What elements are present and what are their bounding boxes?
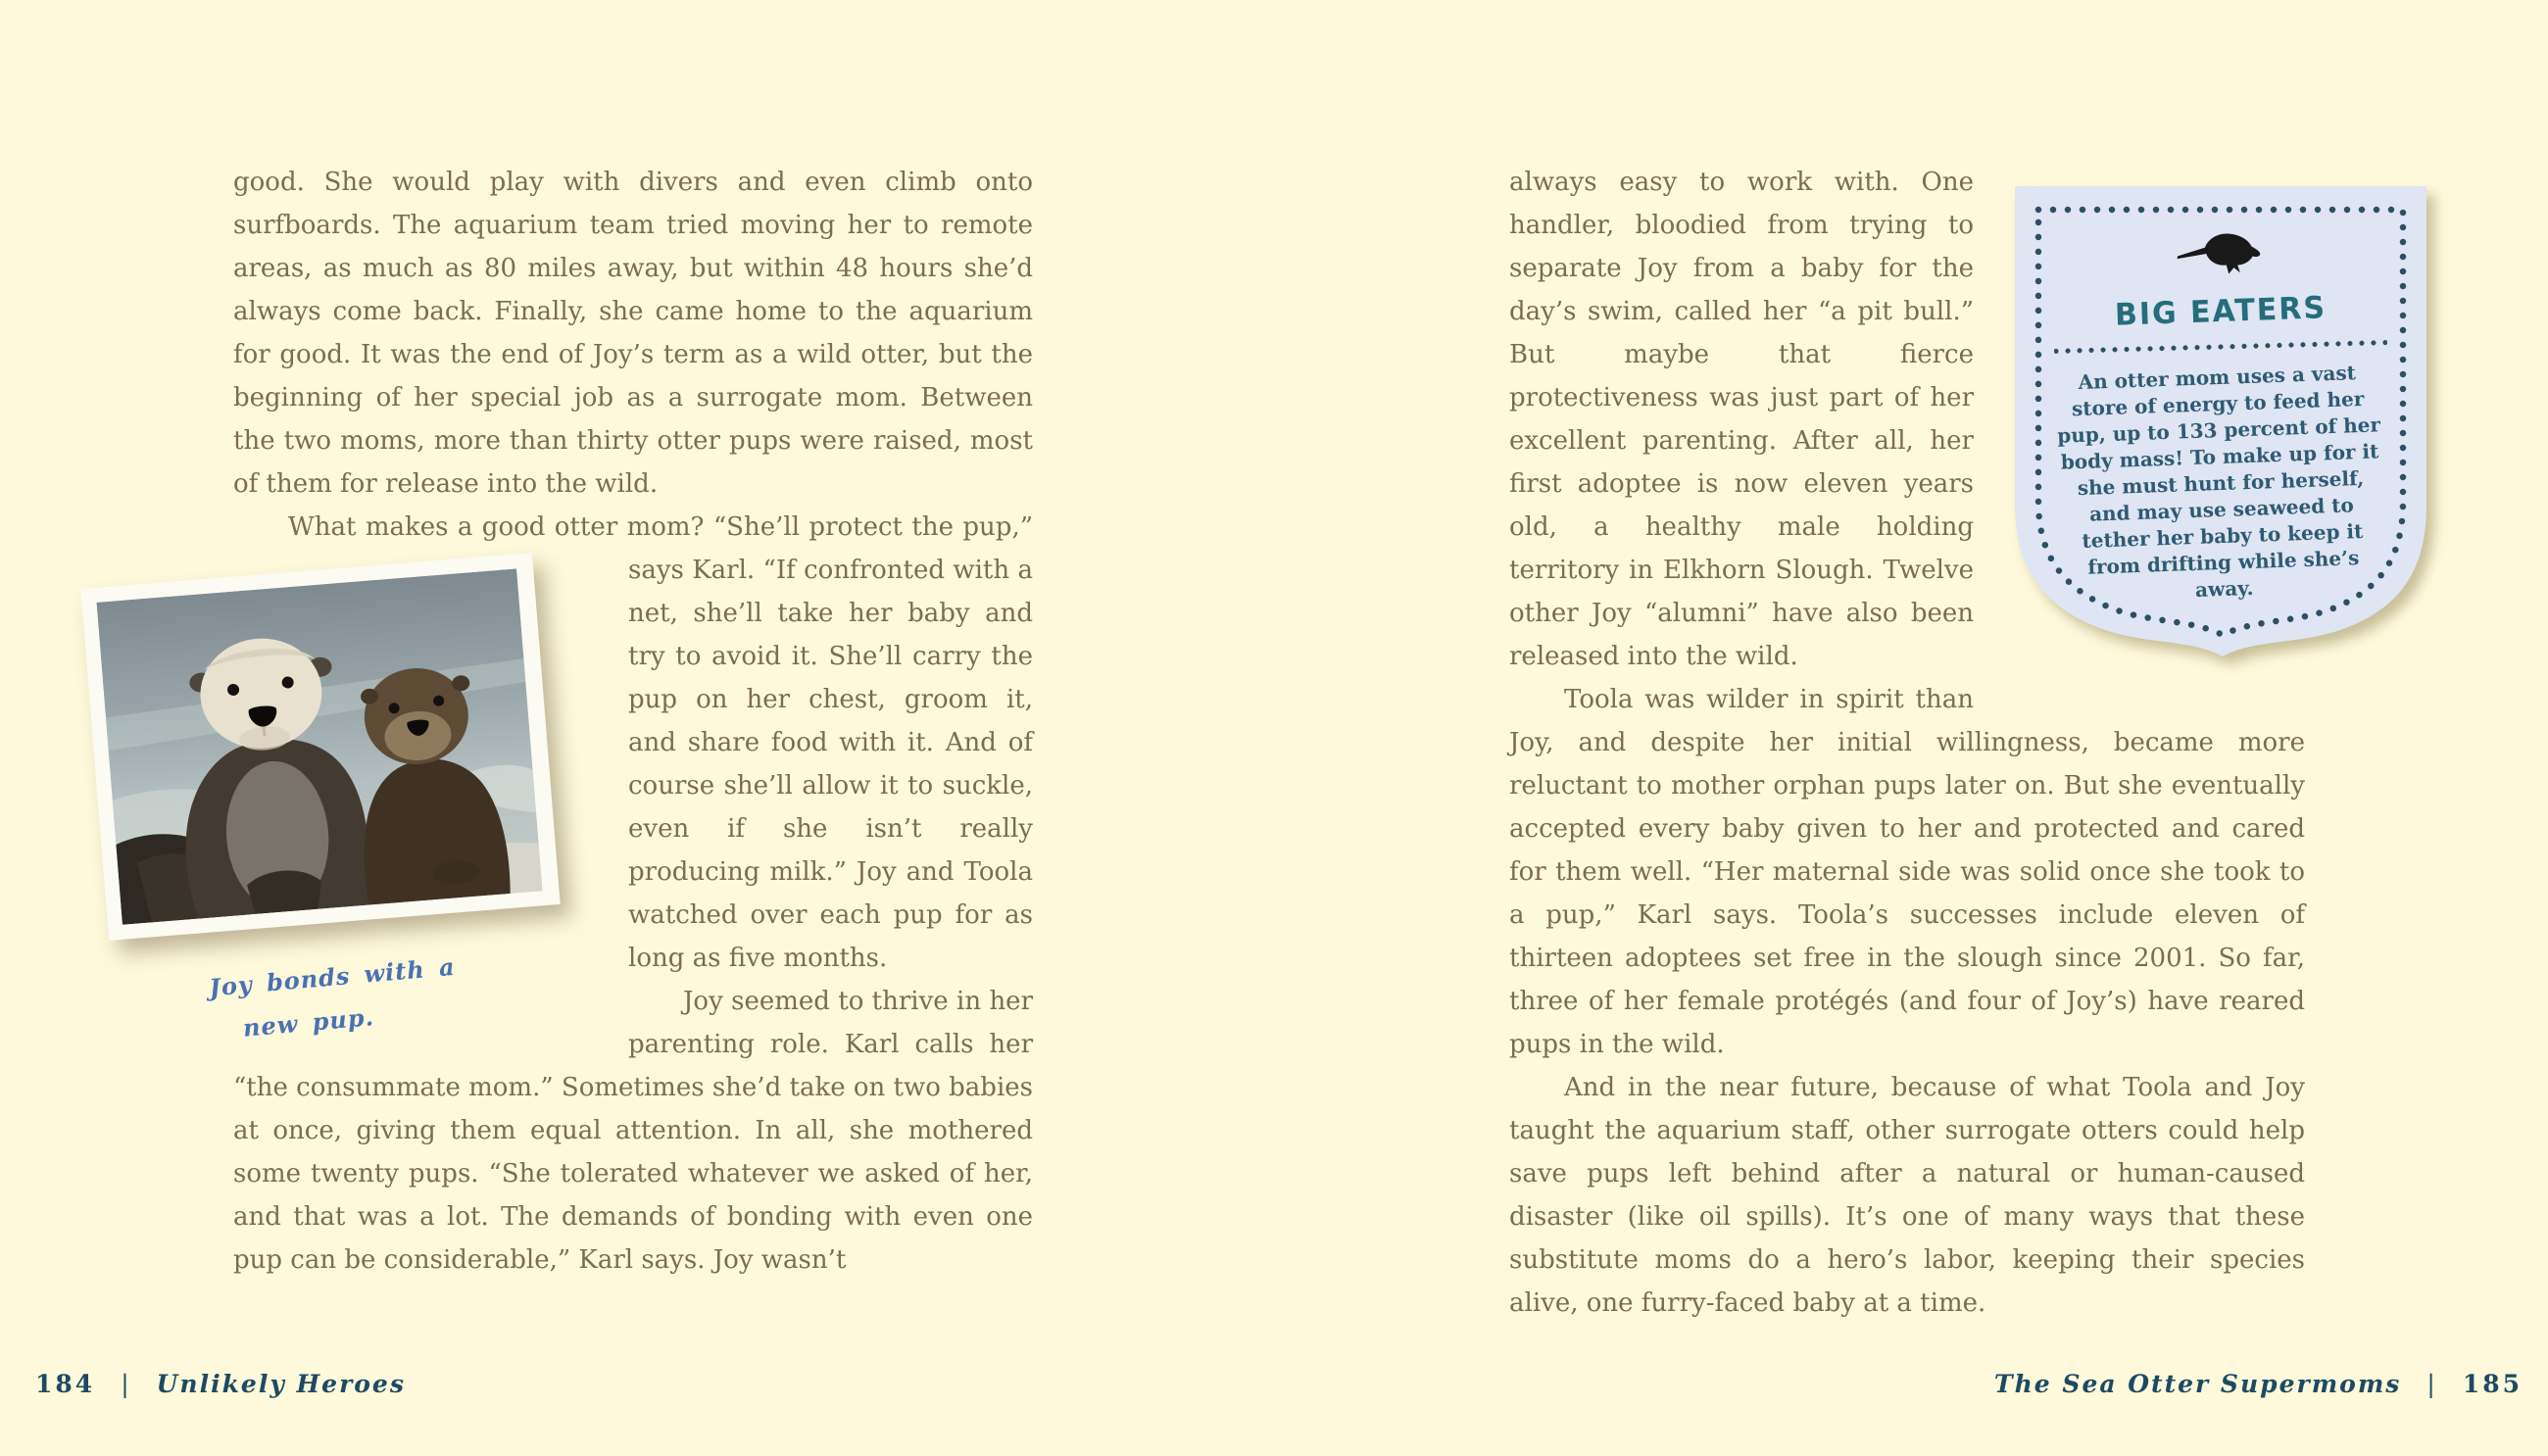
right-page-footer: [1994, 1370, 2523, 1398]
otter-silhouette-icon: [2174, 225, 2268, 282]
right-page-text-column: [1509, 161, 2381, 1325]
photo-float-block: [208, 549, 628, 1063]
book-title: Unlikely Heroes: [156, 1370, 406, 1398]
right-paragraph-2: Toola was wilder in spirit than Joy, and despite her initial willingness, became more reluctant to mother orphan pups later on. But she eventually accepted every baby given to her and protected and cared for them well. “Her maternal side was solid once she took to a pup,” Karl says. Toola’s successes include eleven of thirteen adoptees set free in the slough since 2001. So far, three of her female protégés (and four of Joy’s) have reared pups in the wild.: [1509, 685, 2305, 1059]
left-page-text-column: [208, 161, 1033, 1282]
sidebar-body-text: An otter mom uses a vast store of energy to feed her pup, up to 133 percent of her body mass! To make up for it she must hunt for herself, and may use seaweed to tether her baby to keep it from drifting while she’s away.: [2056, 361, 2381, 602]
footer-separator: |: [121, 1370, 131, 1398]
footer-separator: |: [2426, 1370, 2437, 1398]
left-paragraph-2: [208, 506, 1033, 1043]
left-page-footer: [35, 1370, 406, 1398]
polaroid-frame: [80, 553, 560, 941]
left-paragraph-2-lead: What makes a good otter mom? “She’ll protect the pup,” says: [288, 512, 1033, 585]
chapter-title: The Sea Otter Supermoms: [1994, 1370, 2402, 1398]
right-paragraph-3: And in the near future, because of what Toola and Joy taught the aquarium staff, other surrogate otters could help save pups left behind after a natural or human-caused disaster (like oil spills). It’s one of many ways that these substitute moms do a hero’s labor, keeping their species alive, one furry-faced baby at a time.: [1509, 1073, 2305, 1318]
left-paragraph-1: good. She would play with divers and even climb onto surfboards. The aquarium team tried moving her to remote areas, as much as 80 miles away, but within 48 hours she’d always come back. Finally, she came home to the aquarium for good. It was the end of Joy’s term as a wild otter, but the beginning of her special job as a surrogate mom. Between the two moms, more than thirty otter pups were raised, most of them for release into the wild.: [233, 168, 1033, 499]
big-eaters-sidebar: [2015, 186, 2426, 658]
left-page-number: 184: [35, 1370, 96, 1398]
right-page-number: 185: [2462, 1370, 2523, 1398]
sidebar-float-block: [1974, 161, 2381, 690]
sidebar-content: [2052, 225, 2389, 603]
right-paragraph-1: [1509, 161, 2381, 678]
right-paragraph-1-text: always easy to work with. One handler, bloodied from trying to separate Joy from a baby for the day’s swim, called her “a pit bull.” But maybe that fierce protectiveness was just part of her excellent parenting. After all, her first adoptee is now eleven years old, a healthy male holding territory in Elkhorn Slough. Twelve other Joy “alumni” have also been released into the wild.: [1509, 168, 1974, 671]
photo-caption: Joy bonds with a new pup.: [208, 951, 457, 1043]
otter-photo: [96, 568, 542, 924]
left-paragraph-2-rest: Karl. “If confronted with a net, she’ll take her baby and try to avoid it. She’ll carry the pup on her chest, groom it, and share food with it. And of course she’ll allow it to suckle, even if she isn’t really producing milk.” Joy and Toola watched over each pup for as long as five months.: [628, 556, 1033, 973]
sidebar-title: BIG EATERS: [2114, 290, 2328, 333]
left-paragraph-3: Joy seemed to thrive in her parenting role. Karl calls her “the consummate mom.” Sometimes she’d take on two babies at once, giving them equal attention. In all, she mothered some twenty pups. “She tolerated whatever we asked of her, and that was a lot. The demands of bonding with even one pup can be considerable,” Karl says. Joy wasn’t: [233, 987, 1033, 1275]
dotted-divider: [2054, 339, 2387, 356]
